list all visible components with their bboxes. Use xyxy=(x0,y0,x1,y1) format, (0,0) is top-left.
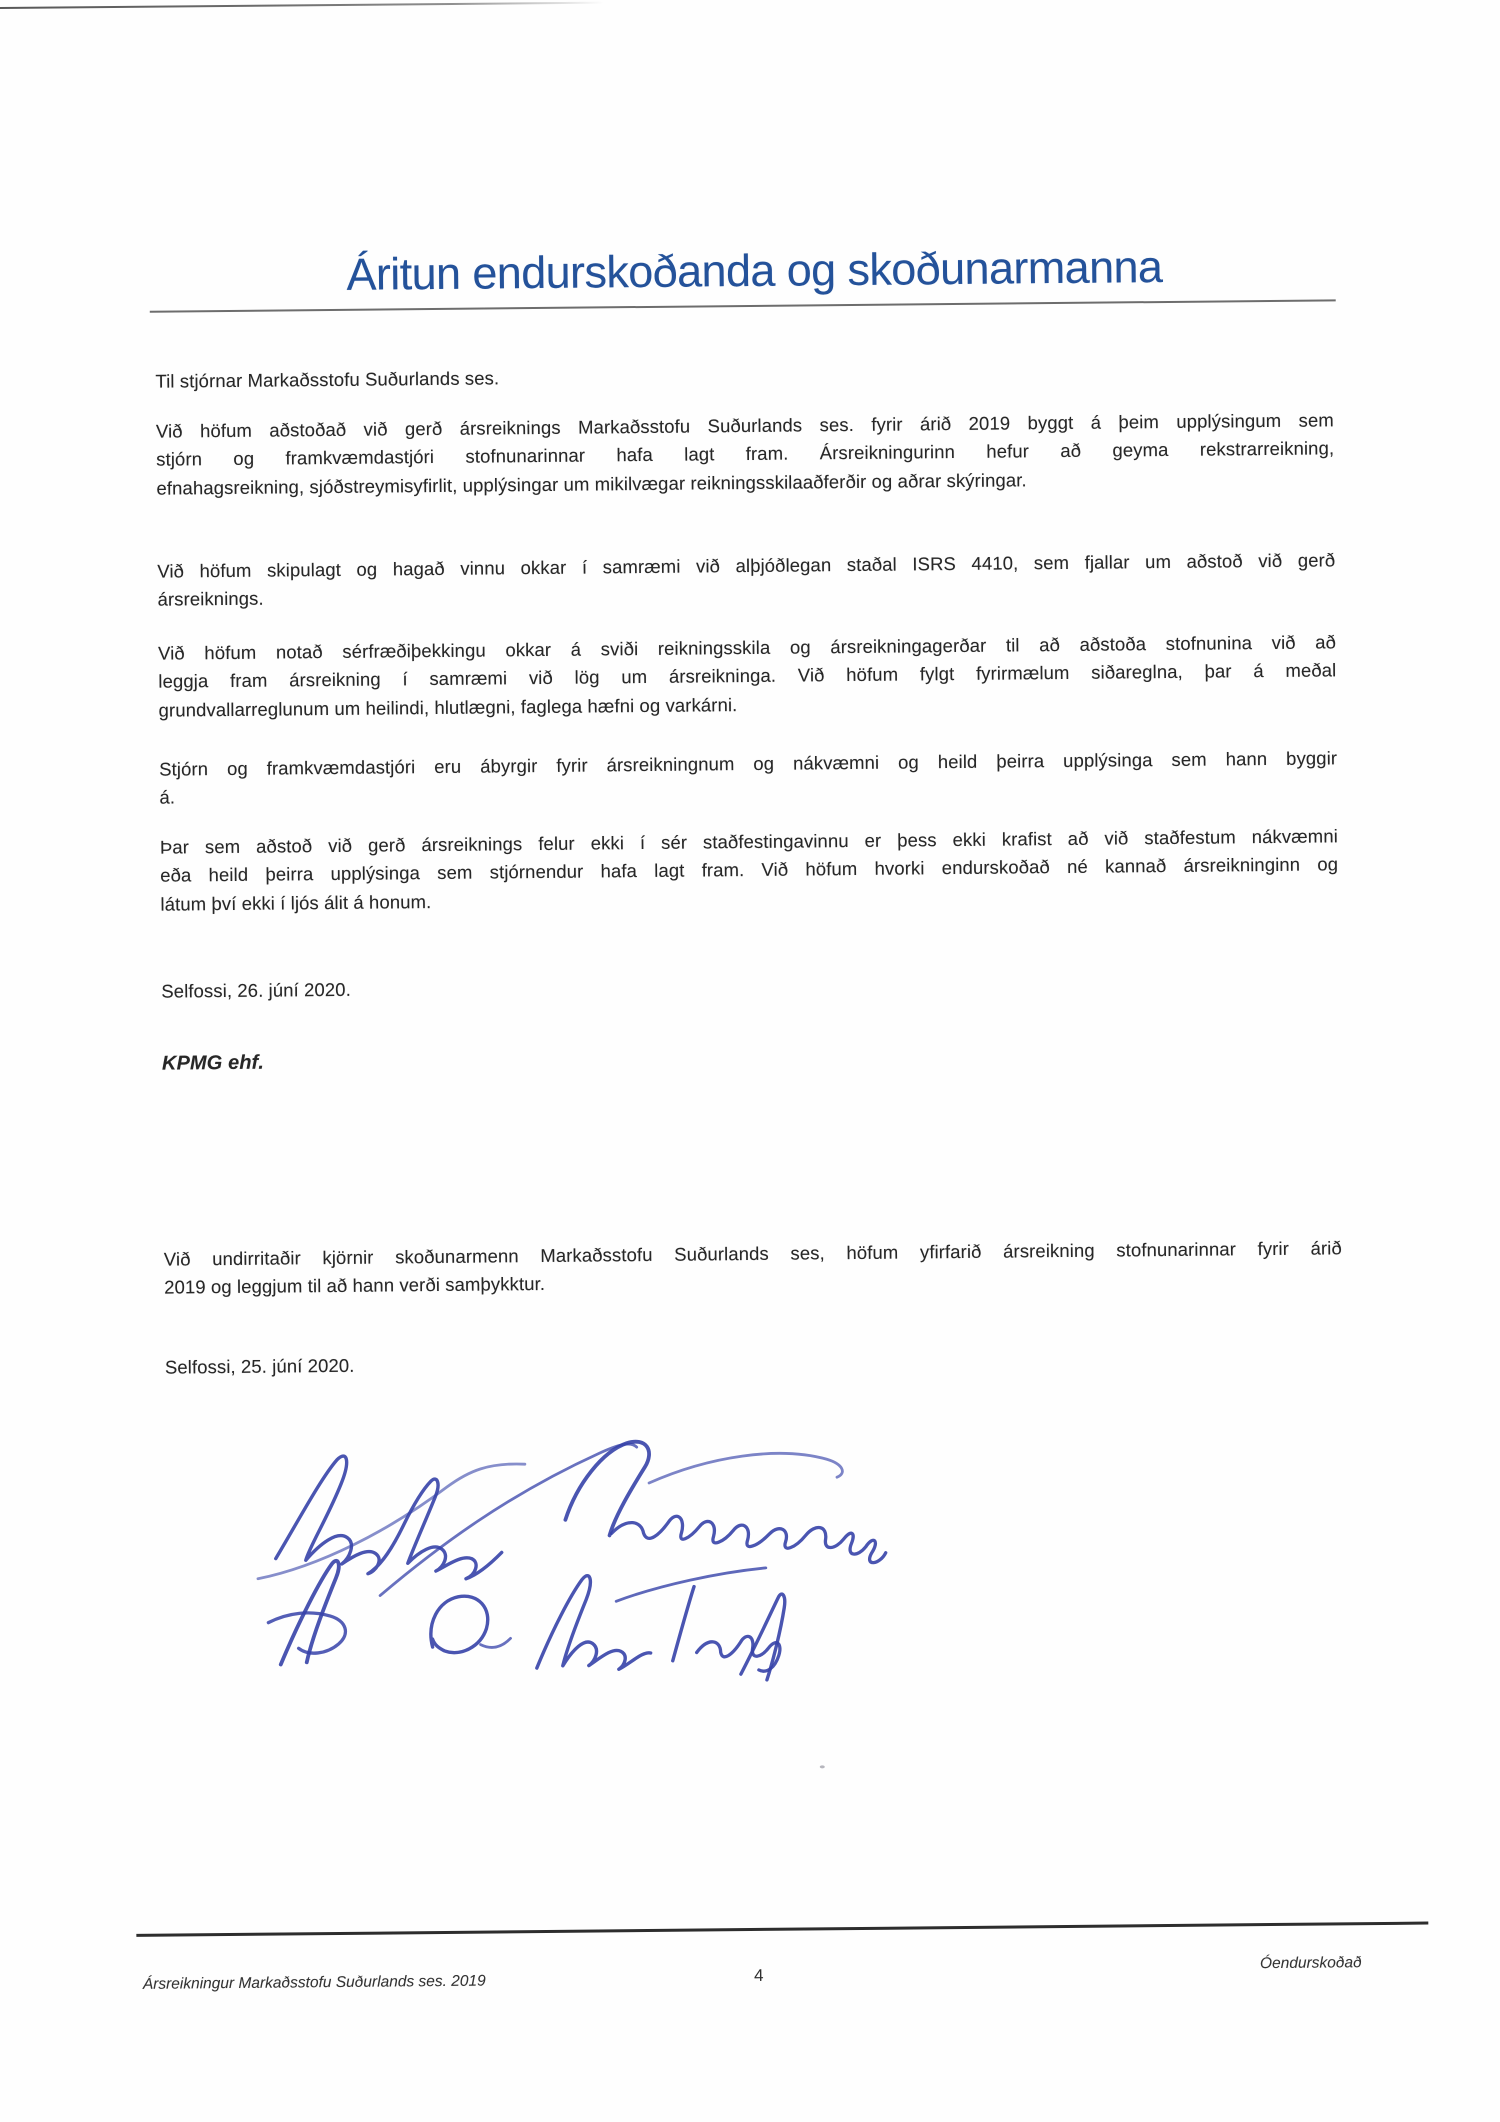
page-title: Áritun endurskoðanda og skoðunarmanna xyxy=(346,241,1163,300)
paragraph-limitation xyxy=(160,822,1339,919)
signature-stroke xyxy=(672,1587,695,1661)
date-line-kpmg: Selfossi, 26. júní 2020. xyxy=(161,978,351,1002)
signature-stroke xyxy=(536,1575,651,1670)
footer-rule xyxy=(136,1922,1428,1937)
paragraph-line: ársreiknings. xyxy=(157,588,264,611)
paragraph-line: Við höfum notað sérfræðiþekkingu okkar á sviði reikningsskila og ársreikningagerðar til að aðstoða stofnunina við að xyxy=(157,631,1337,664)
paragraph-line: 2019 og leggjum til að hann verði samþykktur. xyxy=(164,1273,546,1299)
title-underline xyxy=(150,299,1336,312)
paragraph-line: efnahagsreikning, sjóðstreymisyfirlit, upplýsingar um mikilvægar reikningsskilaaðferðir og aðrar skýringar. xyxy=(156,469,1027,499)
signature-stroke xyxy=(379,1444,638,1596)
signature-stroke xyxy=(268,1613,345,1654)
paragraph-line: Við undirritaðir kjörnir skoðunarmenn Markaðsstofu Suðurlands ses, höfum yfirfarið ársreikning stofnunarinnar fyrir árið xyxy=(163,1237,1342,1270)
paragraph-line: á. xyxy=(159,786,176,809)
paragraph-standard-isrs xyxy=(157,546,1335,614)
paragraph-line: Stjórn og framkvæmdastjóri eru ábyrgir fyrir ársreikningnum og nákvæmni og heild þeirra upplýsinga sem hann byggir xyxy=(159,747,1338,780)
footer-audit-status: Óendurskoðað xyxy=(1259,1954,1362,1973)
paragraph-responsibility xyxy=(159,744,1337,812)
footer-page-number: 4 xyxy=(753,1965,764,1986)
signature-stroke xyxy=(565,1442,650,1536)
paragraph-line: Þar sem aðstoð við gerð ársreiknings felur ekki í sér staðfestingavinnu er þess ekki krafist að við staðfestum nákvæmni xyxy=(159,825,1338,858)
date-line-inspectors: Selfossi, 25. júní 2020. xyxy=(164,1354,355,1378)
paragraph-line: grundvallarreglunum um heilindi, hlutlægni, faglega hæfni og varkárni. xyxy=(158,693,738,721)
paragraph-line: Við höfum skipulagt og hagað vinnu okkar í samræmi við alþjóðlegan staðal ISRS 4410, sem fjallar um aðstoð við gerð xyxy=(157,549,1336,582)
signature-stroke xyxy=(481,1638,511,1647)
signature-stroke xyxy=(697,1636,781,1672)
footer-document-title: Ársreikningur Markaðsstofu Suðurlands ses. 2019 xyxy=(142,1972,486,1993)
firm-name: KPMG ehf. xyxy=(161,1051,265,1075)
paragraph-line: stjórn og framkvæmdastjóri stofnunarinnar hafa lagt fram. Ársreikningurinn hefur að geyma rekstrarreikning, xyxy=(156,437,1335,471)
paragraph-line: leggja fram ársreikning í samræmi við lög um ársreikninga. Við höfum fylgt fyrirmælum siðareglna, þar á meðal xyxy=(158,659,1337,693)
paragraph-expertise xyxy=(158,628,1337,725)
paragraph-line: Við höfum aðstoðað við gerð ársreiknings Markaðsstofu Suðurlands ses. fyrir árið 2019 byggt á þeim upplýsingum sem xyxy=(155,409,1334,442)
paragraph-inspectors xyxy=(164,1234,1342,1302)
signature-stroke xyxy=(611,1514,885,1565)
paragraph-line: látum því ekki í ljós álit á honum. xyxy=(160,890,432,915)
salutation-line: Til stjórnar Markaðsstofu Suðurlands ses. xyxy=(155,367,500,392)
signature-stroke xyxy=(649,1453,843,1483)
paragraph-preparation xyxy=(156,406,1335,503)
signatures-ink xyxy=(178,1418,1190,1688)
scan-speck-artifact xyxy=(820,1765,825,1768)
paragraph-line: eða heild þeirra upplýsinga sem stjórnendur hafa lagt fram. Við höfum hvorki endurskoðað né kannað ársreikninginn og xyxy=(160,853,1339,887)
